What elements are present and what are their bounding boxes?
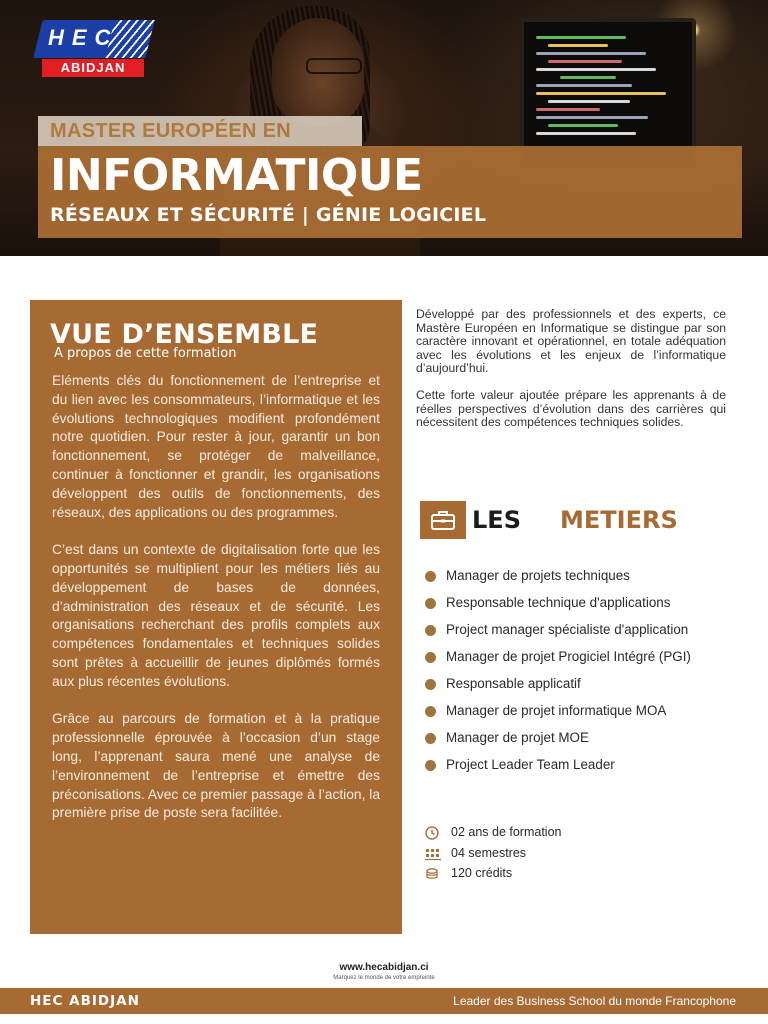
intro-paragraph: Développé par des professionnels et des experts, ce Mastère Européen en Informatique se distingue par son caractère innovant et opérationnel, en totale adéquation avec les évolutions et les enjeux de l’informatique d’aujourd’hui. — [416, 307, 726, 376]
code-line — [560, 76, 616, 79]
fact-label: 120 crédits — [451, 866, 513, 880]
code-line — [548, 44, 608, 47]
program-kicker: MASTER EUROPÉEN EN — [38, 116, 362, 146]
code-line — [536, 92, 666, 95]
metiers-heading — [420, 501, 740, 539]
list-item — [425, 593, 755, 620]
website-link[interactable]: www.hecabidjan.ci — [339, 962, 429, 973]
job-label: Responsable technique d'applications — [446, 595, 671, 610]
code-line — [536, 108, 600, 111]
footer-brand: HEC ABIDJAN — [30, 993, 140, 1009]
briefcase-badge — [420, 501, 466, 539]
page-title: INFORMATIQUE — [50, 150, 423, 201]
overview-paragraph: C’est dans un contexte de digitalisation forte que les opportunités se multiplient pour les métiers liés au développement de bases de données, d’administration des réseaux et de sécurité. Les organisations recherchant des profils complets aux compétences fondamentales et techniques solides sont prêtes à accueillir de jeunes diplômés formés aux plus récentes évolutions. — [52, 542, 380, 689]
intro-paragraph: Cette forte valeur ajoutée prépare les apprenants à de réelles perspectives d’évolution dans des carrières qui nécessitent des compétences techniques solides. — [416, 387, 726, 430]
fact-label: 04 semestres — [451, 845, 527, 860]
bullet-icon — [425, 598, 436, 609]
job-label: Manager de projet MOE — [446, 730, 589, 745]
intro-text — [416, 308, 726, 443]
credits-icon — [425, 867, 440, 881]
list-item — [425, 728, 755, 755]
bullet-icon — [425, 625, 436, 636]
code-line — [536, 68, 656, 71]
bullet-icon — [425, 652, 436, 663]
bullet-icon — [425, 679, 436, 690]
list-item — [425, 701, 755, 728]
code-line — [536, 116, 648, 119]
hec-logo[interactable] — [38, 20, 150, 78]
list-item — [425, 647, 755, 674]
code-line — [536, 84, 632, 87]
bullet-icon — [425, 733, 436, 744]
job-label: Responsable applicatif — [446, 676, 581, 691]
metiers-title-prefix: LES — [472, 506, 521, 534]
bullet-icon — [425, 706, 436, 717]
briefcase-icon — [431, 510, 455, 530]
list-item — [425, 566, 755, 593]
list-item — [425, 620, 755, 647]
code-line — [536, 132, 636, 135]
metiers-title-word: METIERS — [560, 506, 678, 534]
list-item — [425, 674, 755, 701]
calendar-icon — [425, 847, 441, 861]
overview-subtitle: A propos de cette formation — [54, 346, 237, 361]
overview-paragraph: Eléments clés du fonctionnement de l’entreprise et du lien avec les consommateurs, l’informatique et les évolutions technologiques modifient profondément notre quotidien. Pour rester à jour, garantir un bon fonctionnement, se protéger de malveillance, continuer à fonctionner et grandir, les organisations développent des outils de fonctionnements, des réseaux, des applications ou des programmes. — [52, 373, 380, 520]
logo-text-bottom: ABIDJAN — [42, 59, 144, 77]
bullet-icon — [425, 571, 436, 582]
bullet-icon — [425, 760, 436, 771]
fact-duration — [425, 824, 645, 845]
hero-banner — [0, 0, 768, 256]
person-glasses — [306, 58, 362, 74]
overview-panel — [30, 300, 402, 934]
logo-text-top: HEC — [48, 25, 119, 50]
job-label: Manager de projet informatique MOA — [446, 703, 667, 718]
code-line — [536, 36, 626, 39]
overview-body — [52, 372, 380, 842]
code-line — [548, 124, 618, 127]
job-label: Project manager spécialiste d'application — [446, 622, 689, 637]
footer-bar — [0, 988, 768, 1014]
job-label: Project Leader Team Leader — [446, 757, 615, 772]
fact-label: 02 ans de formation — [451, 825, 562, 839]
overview-paragraph: Grâce au parcours de formation et à la pratique professionnelle éprouvée à l’occasion d’un stage long, l’apprenant saura mené une analyse de l’environnement de l’entreprise et émettre des préconisations. Avec ce premier passage à l’action, la première prise de poste sera facilitée. — [52, 711, 380, 821]
job-label: Manager de projet Progiciel Intégré (PGI) — [446, 649, 691, 664]
job-label: Manager de projets techniques — [446, 568, 630, 583]
page-subtitle: RÉSEAUX ET SÉCURITÉ | GÉNIE LOGICIEL — [50, 204, 487, 226]
title-band — [38, 146, 742, 238]
clock-icon — [425, 826, 439, 840]
overview-title: VUE D’ENSEMBLE — [50, 319, 319, 350]
fact-semesters — [425, 845, 645, 866]
tagline: Marquez le monde de votre empreinte — [333, 975, 435, 981]
code-line — [536, 52, 646, 55]
list-item — [425, 755, 755, 782]
footer-slogan: Leader des Business School du monde Francophone — [453, 994, 736, 1008]
code-line — [548, 100, 630, 103]
program-facts — [425, 824, 645, 886]
job-list — [425, 566, 755, 782]
code-line — [548, 60, 622, 63]
fact-credits — [425, 865, 645, 886]
